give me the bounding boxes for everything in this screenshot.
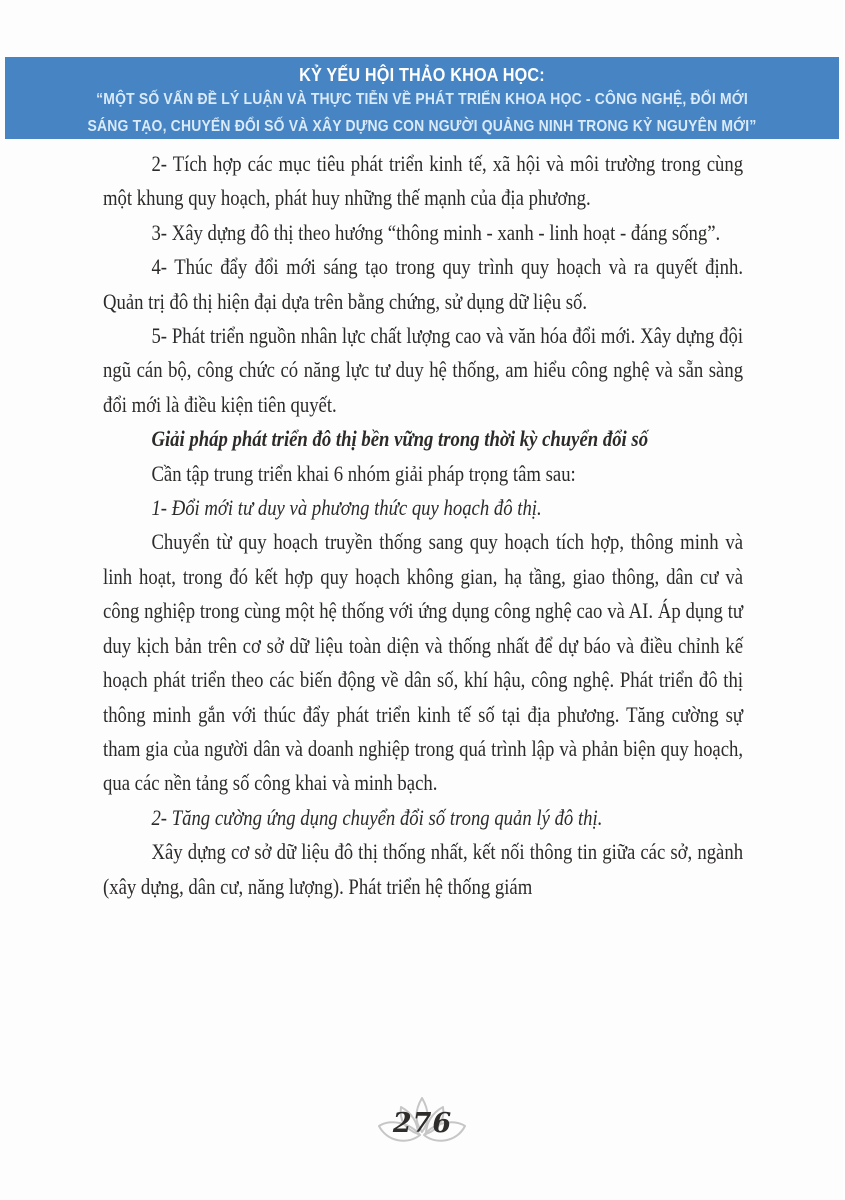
paragraph: 5- Phát triển nguồn nhân lực chất lượng cao và văn hóa đổi mới. Xây dựng đội ngũ cán bộ, công chức có năng lực tư duy hệ thống, am hiểu công nghệ và sẵn sàng đổi mới là điều kiện tiên quyết. (103, 323, 744, 417)
header-title: KỶ YẾU HỘI THẢO KHOA HỌC: (299, 65, 545, 85)
header-subtitle-line2: SÁNG TẠO, CHUYỂN ĐỔI SỐ VÀ XÂY DỰNG CON NGƯỜI QUẢNG NINH TRONG KỶ NGUYÊN MỚI” (87, 117, 757, 135)
paragraph: Chuyển từ quy hoạch truyền thống sang quy hoạch tích hợp, thông minh và linh hoạt, trong đó kết hợp quy hoạch không gian, hạ tầng, giao thông, dân cư và công nghiệp trong cùng một hệ thống với ứng dụng công nghệ cao và AI. Áp dụng tư duy kịch bản trên cơ sở dữ liệu toàn diện và thống nhất để dự báo và điều chỉnh kế hoạch phát triển theo các biến động về dân số, khí hậu, công nghệ. Phát triển đô thị thông minh gắn với thúc đẩy phát triển kinh tế số tại địa phương. Tăng cường sự tham gia của người dân và doanh nghiệp trong quá trình lập và phản biện quy hoạch, qua các nền tảng số công khai và minh bạch. (103, 529, 744, 796)
section-heading: Giải pháp phát triển đô thị bền vững trong thời kỳ chuyển đổi số (151, 426, 649, 452)
paragraph: Xây dựng cơ sở dữ liệu đô thị thống nhất, kết nối thông tin giữa các sở, ngành (xây dựng, dân cư, năng lượng). Phát triển hệ thống giám (103, 839, 744, 899)
paragraph: 4- Thúc đẩy đổi mới sáng tạo trong quy trình quy hoạch và ra quyết định. Quản trị đô thị hiện đại dựa trên bằng chứng, sử dụng dữ liệu số. (103, 254, 744, 314)
paragraph: 3- Xây dựng đô thị theo hướng “thông minh - xanh - linh hoạt - đáng sống”. (151, 219, 721, 245)
paragraph: 2- Tích hợp các mục tiêu phát triển kinh tế, xã hội và môi trường trong cùng một khung quy hoạch, phát huy những thế mạnh của địa phương. (103, 151, 744, 211)
subsection-heading: 1- Đổi mới tư duy và phương thức quy hoạch đô thị. (151, 495, 542, 521)
page-number: 276 (392, 1108, 453, 1139)
paragraph: Cần tập trung triển khai 6 nhóm giải pháp trọng tâm sau: (151, 460, 576, 486)
page-footer (0, 1094, 845, 1158)
header-subtitle-line1: “MỘT SỐ VẤN ĐỀ LÝ LUẬN VÀ THỰC TIỄN VỀ PHÁT TRIỂN KHOA HỌC - CÔNG NGHỆ, ĐỔI MỚI (96, 91, 748, 108)
conference-header-text (47, 57, 798, 139)
subsection-heading: 2- Tăng cường ứng dụng chuyển đổi số trong quản lý đô thị. (151, 804, 603, 830)
page-body (103, 147, 743, 904)
conference-header (5, 57, 839, 139)
